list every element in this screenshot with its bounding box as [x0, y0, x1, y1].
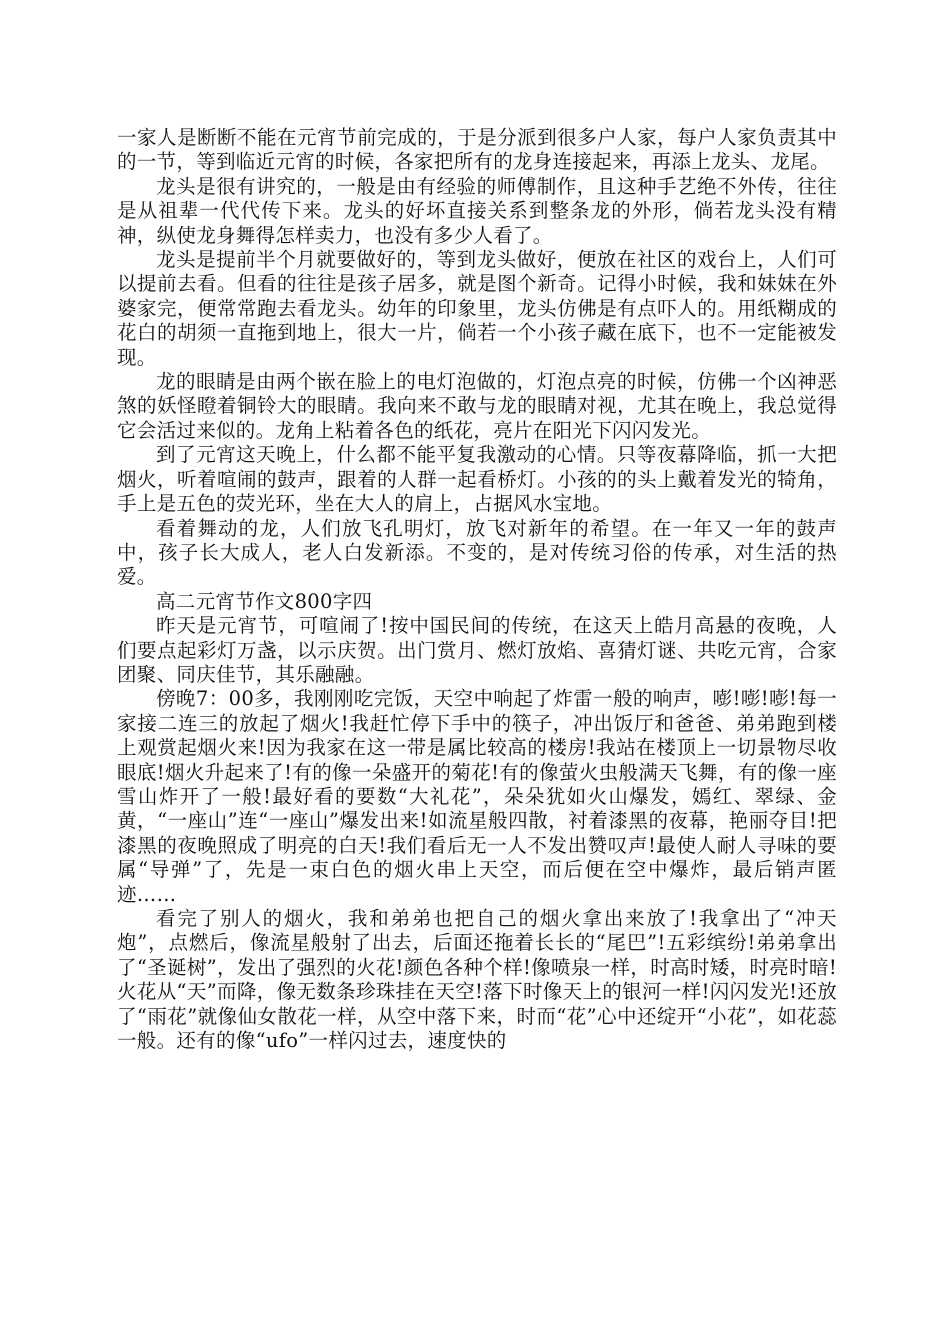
section-heading: 高二元宵节作文800字四: [156, 589, 373, 613]
paragraph: 昨天是元宵节，可喧闹了!按中国民间的传统，在这天上皓月高悬的夜晚，人们要点起彩灯万盏，以示庆贺。出门赏月、燃灯放焰、喜猜灯谜、共吃元宵，合家团聚、同庆佳节，其乐融融。: [117, 614, 837, 686]
paragraph: 看完了别人的烟火，我和弟弟也把自己的烟火拿出来放了!我拿出了“冲天炮”，点燃后，像流星般射了出去，后面还拖着长长的“尾巴”!五彩缤纷!弟弟拿出了“圣诞树”，发出了强烈的火花!颜色各种个样!像喷泉一样，时高时矮，时亮时暗!火花从“天”而降，像无数条珍珠挂在天空!落下时像天上的银河一样!闪闪发光!还放了“雨花”就像仙女散花一样，从空中落下来，时而“花”心中还绽开“小花”，如花蕊一般。还有的像“ufo”一样闪过去，速度快的: [117, 907, 837, 1053]
paragraph: 傍晚7：00多，我刚刚吃完饭，天空中响起了炸雷一般的响声，嘭!嘭!嘭!每一家接二连三的放起了烟火!我赶忙停下手中的筷子，冲出饭厅和爸爸、弟弟跑到楼上观赏起烟火来!因为我家在这一带是属比较高的楼房!我站在楼顶上一切景物尽收眼底!烟火升起来了!有的像一朵盛开的菊花!有的像萤火虫般满天飞舞，有的像一座雪山炸开了一般!最好看的要数“大礼花”，朵朵犹如火山爆发，嫣红、翠绿、金黄，“一座山”连“一座山”爆发出来!如流星般四散，衬着漆黑的夜幕，艳丽夺目!把漆黑的夜晚照成了明亮的白天!我们看后无一人不发出赞叹声!最使人耐人寻味的要属“导弹”了，先是一束白色的烟火串上天空，而后便在空中爆炸，最后销声匿迹……: [117, 687, 837, 906]
paragraph: 龙的眼睛是由两个嵌在脸上的电灯泡做的，灯泡点亮的时候，仿佛一个凶神恶煞的妖怪瞪着铜铃大的眼睛。我向来不敢与龙的眼睛对视，尤其在晚上，我总觉得它会活过来似的。龙角上粘着各色的纸花，亮片在阳光下闪闪发光。: [117, 370, 837, 442]
document-page: [117, 126, 837, 1053]
paragraph: 龙头是很有讲究的，一般是由有经验的师傅制作，且这种手艺绝不外传，往往是从祖辈一代代传下来。龙头的好坏直接关系到整条龙的外形，倘若龙头没有精神，纵使龙身舞得怎样卖力，也没有多少人看了。: [117, 174, 837, 247]
paragraph: 看着舞动的龙，人们放飞孔明灯，放飞对新年的希望。在一年又一年的鼓声中，孩子长大成人，老人白发新添。不变的，是对传统习俗的传承，对生活的热爱。: [117, 516, 837, 589]
paragraph: 一家人是断断不能在元宵节前完成的，于是分派到很多户人家，每户人家负责其中的一节，等到临近元宵的时候，各家把所有的龙身连接起来，再添上龙头、龙尾。: [117, 126, 837, 174]
paragraph: 龙头是提前半个月就要做好的，等到龙头做好，便放在社区的戏台上，人们可以提前去看。但看的往往是孩子居多，就是图个新奇。记得小时候，我和妹妹在外婆家完，便常常跑去看龙头。幼年的印象里，龙头仿佛是有点吓人的。用纸糊成的花白的胡须一直拖到地上，很大一片，倘若一个小孩子藏在底下，也不一定能被发现。: [117, 248, 837, 369]
paragraph: 到了元宵这天晚上，什么都不能平复我激动的心情。只等夜幕降临，抓一大把烟火，听着喧闹的鼓声，跟着的人群一起看桥灯。小孩的的头上戴着发光的犄角，手上是五色的荧光环，坐在大人的肩上，占据风水宝地。: [117, 443, 837, 516]
